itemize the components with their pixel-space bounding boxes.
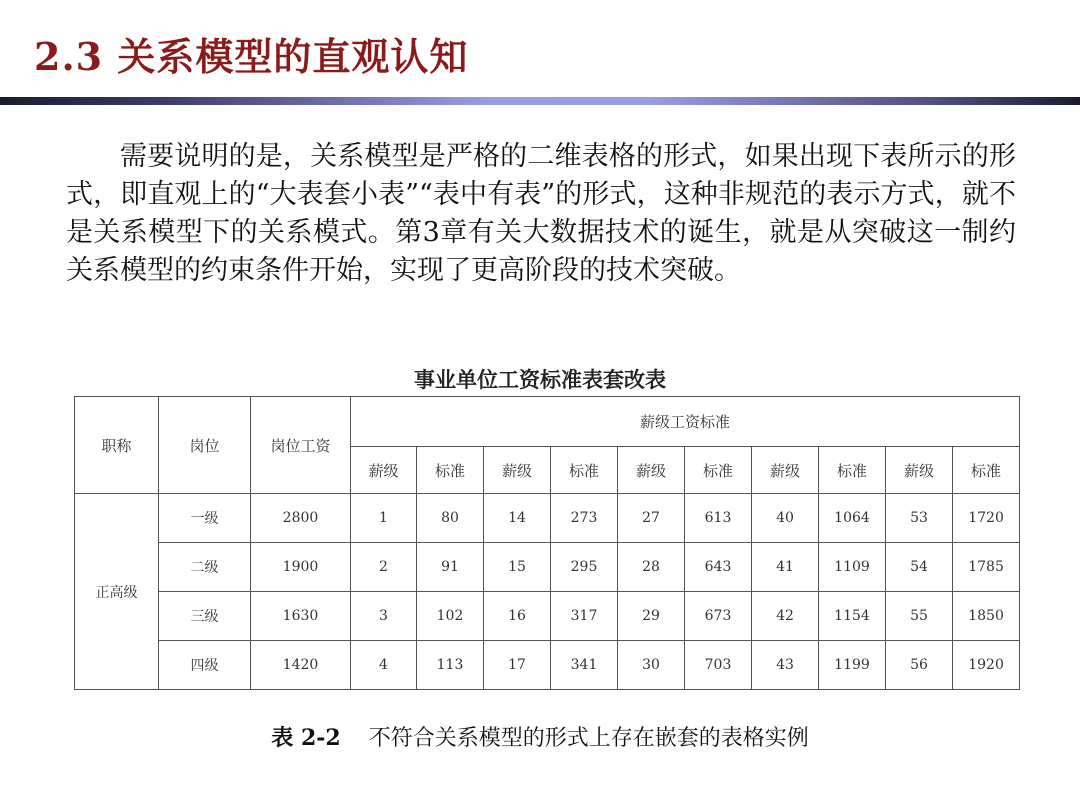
body-paragraph: 需要说明的是，关系模型是严格的二维表格的形式，如果出现下表所示的形式，即直观上的“大表套小表”“表中有表”的形式，这种非规范的表示方式，就不是关系模型下的关系模式。第3章有关大数据技术的诞生，就是从突破这一制约关系模型的约束条件开始，实现了更高阶段的技术突破。: [66, 141, 1016, 286]
table-cell: 673: [685, 592, 752, 641]
table-cell: 16: [484, 592, 551, 641]
subheader-cell: 标准: [819, 447, 886, 494]
table-cell: 91: [417, 543, 484, 592]
wage-cell: 1630: [251, 592, 351, 641]
subheader-cell: 标准: [551, 447, 618, 494]
table-cell: 53: [886, 494, 953, 543]
table-cell: 56: [886, 641, 953, 690]
caption-label: 表 2-2: [271, 725, 341, 751]
table-row: [75, 543, 1020, 592]
wage-cell: 1420: [251, 641, 351, 690]
subheader-cell: 薪级: [752, 447, 819, 494]
table-cell: 102: [417, 592, 484, 641]
table-cell: 30: [618, 641, 685, 690]
wage-table: [74, 396, 1020, 690]
table-cell: 613: [685, 494, 752, 543]
table-cell: 28: [618, 543, 685, 592]
table-cell: 4: [351, 641, 417, 690]
post-cell: 四级: [159, 641, 251, 690]
table-cell: 41: [752, 543, 819, 592]
table-cell: 295: [551, 543, 618, 592]
table-cell: 27: [618, 494, 685, 543]
table-cell: 1109: [819, 543, 886, 592]
table-cell: 43: [752, 641, 819, 690]
table-cell: 1850: [953, 592, 1020, 641]
table-cell: 1064: [819, 494, 886, 543]
table-cell: 643: [685, 543, 752, 592]
post-cell: 二级: [159, 543, 251, 592]
table-cell: 273: [551, 494, 618, 543]
caption-text: 不符合关系模型的形式上存在嵌套的表格实例: [368, 726, 809, 751]
subheader-cell: 薪级: [886, 447, 953, 494]
table-cell: 1199: [819, 641, 886, 690]
table-row: [75, 641, 1020, 690]
subheader-cell: 标准: [685, 447, 752, 494]
table-header-row: [75, 397, 1020, 447]
table-cell: 1154: [819, 592, 886, 641]
subheader-cell: 薪级: [351, 447, 417, 494]
table-cell: 14: [484, 494, 551, 543]
table-cell: 54: [886, 543, 953, 592]
wage-cell: 2800: [251, 494, 351, 543]
post-cell: 一级: [159, 494, 251, 543]
header-title-col: 职称: [75, 397, 159, 494]
wage-cell: 1900: [251, 543, 351, 592]
subheader-cell: 标准: [953, 447, 1020, 494]
table-cell: 29: [618, 592, 685, 641]
header-post-wage-col: 岗位工资: [251, 397, 351, 494]
table-cell: 17: [484, 641, 551, 690]
header-post-col: 岗位: [159, 397, 251, 494]
table-row: [75, 592, 1020, 641]
table-cell: 2: [351, 543, 417, 592]
table-cell: 55: [886, 592, 953, 641]
post-cell: 三级: [159, 592, 251, 641]
title-divider: [0, 97, 1080, 105]
table-cell: 42: [752, 592, 819, 641]
table-cell: 15: [484, 543, 551, 592]
table-cell: 1720: [953, 494, 1020, 543]
subheader-cell: 标准: [417, 447, 484, 494]
table-caption: [0, 721, 1080, 752]
table-cell: 703: [685, 641, 752, 690]
subheader-cell: 薪级: [484, 447, 551, 494]
table-cell: 113: [417, 641, 484, 690]
slide-title: 2.3 关系模型的直观认知: [34, 34, 469, 79]
table-cell: 1920: [953, 641, 1020, 690]
subheader-cell: 薪级: [618, 447, 685, 494]
table-row: [75, 494, 1020, 543]
table-cell: 1785: [953, 543, 1020, 592]
header-group: 薪级工资标准: [351, 397, 1020, 447]
table-cell: 3: [351, 592, 417, 641]
table-cell: 1: [351, 494, 417, 543]
table-cell: 317: [551, 592, 618, 641]
table-cell: 40: [752, 494, 819, 543]
table-title: 事业单位工资标准表套改表: [414, 367, 666, 392]
table-cell: 80: [417, 494, 484, 543]
table-cell: 341: [551, 641, 618, 690]
group-label: 正高级: [75, 494, 159, 690]
